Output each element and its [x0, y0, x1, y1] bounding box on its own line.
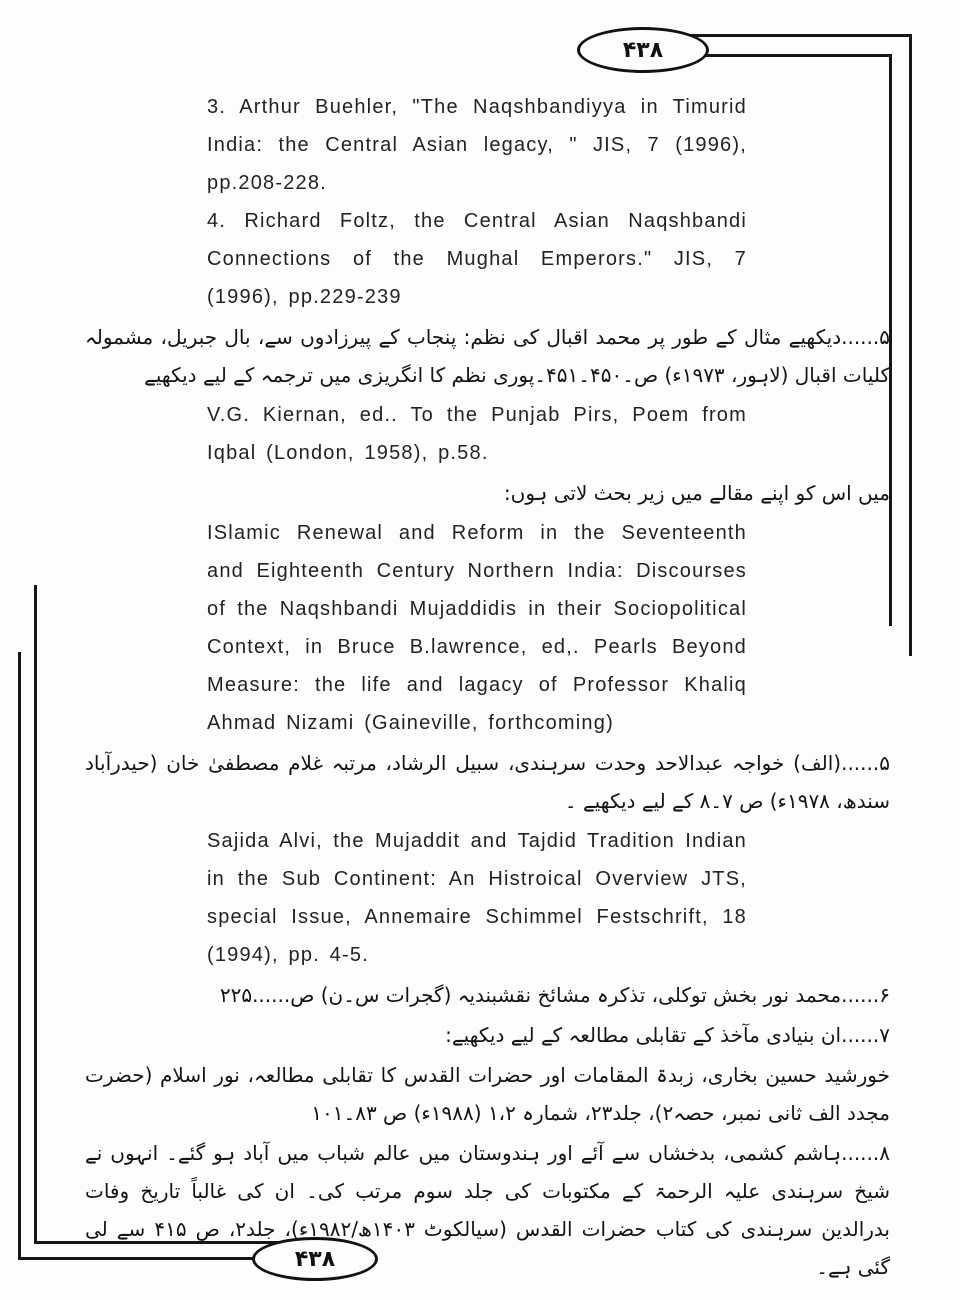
border-line-left-outer	[34, 585, 37, 1243]
citation-sajida-alvi: Sajida Alvi, the Mujaddit and Tajdid Tradition Indian in the Sub Continent: An Histroical Overview JTS, special Issue, Annemaire Schimmel Festschrift, 18 (1994), pp. 4-5.	[207, 830, 747, 966]
border-line-right-outer	[909, 34, 912, 656]
page-number-oval-top	[577, 27, 709, 73]
page-number-bottom: ۴۳۸	[294, 1246, 336, 1272]
footnote-5-urdu: ۵......دیکھیے مثال کے طور پر محمد اقبال کی نظم: پنجاب کے پیرزادوں سے، بال جبریل، مشمولہ کلیات اقبال (لاہور، ۱۹۷۳ء) ص۔۴۵۰۔۴۵۱۔پوری نظم کا انگریزی میں ترجمہ کے لیے دیکھیے	[85, 325, 890, 387]
page-content	[85, 88, 890, 1288]
citation-3-buehler: 3. Arthur Buehler, "The Naqshbandiyya in Timurid India: the Central Asian legacy, " JIS, 7 (1996), pp.208-228.	[207, 96, 747, 194]
footnote-6-urdu: ۶......محمد نور بخش توکلی، تذکرہ مشائخ نقشبندیہ (گجرات س۔ن) ص......۲۲۵	[219, 983, 890, 1007]
citation-kiernan: V.G. Kiernan, ed.. To the Punjab Pirs, Poem from Iqbal (London, 1958), p.58.	[207, 404, 747, 464]
border-line-left-inner	[18, 652, 21, 1260]
urdu-note-discussion: میں اس کو اپنے مقالے میں زیر بحث لاتی ہوں:	[503, 481, 890, 505]
footnote-7-urdu: ۷......ان بنیادی مآخذ کے تقابلی مطالعہ کے لیے دیکھیے:	[445, 1023, 890, 1047]
footnote-7-citation-urdu: خورشید حسین بخاری، زبدۃ المقامات اور حضرات القدس کا تقابلی مطالعہ، نور اسلام (حضرت مجدد الف ثانی نمبر، حصہ۲)، جلد۲۳، شمارہ ۱،۲ (۱۹۸۸ء) ص ۸۳۔۱۰۱	[85, 1063, 890, 1125]
page-number-top: ۴۳۸	[622, 37, 664, 63]
citation-islamic-renewal: ISlamic Renewal and Reform in the Seventeenth and Eighteenth Century Northern India: Discourses of the Naqshbandi Mujaddidis in their Sociopolitical Context, in Bruce B.lawrence, ed,. Pearls Beyond Measure: the life and lagacy of Professor Khaliq Ahmad Nizami (Gaineville, forthcoming)	[207, 522, 747, 734]
footnote-5a-urdu: ۵......(الف) خواجہ عبدالاحد وحدت سرہندی، سبیل الرشاد، مرتبہ غلام مصطفیٰ خان (حیدرآباد سندھ، ۱۹۷۸ء) ص ۷۔۸ کے لیے دیکھیے ۔	[85, 751, 890, 813]
citation-4-foltz: 4. Richard Foltz, the Central Asian Naqshbandi Connections of the Mughal Emperors." JIS, 7 (1996), pp.229-239	[207, 210, 747, 308]
footnote-8-urdu: ۸......ہاشم کشمی، بدخشاں سے آئے اور ہندوستان میں عالم شباب میں آباد ہو گئے۔ انہوں نے شیخ سرہندی علیہ الرحمۃ کے مکتوبات کی جلد سوم مرتب کی۔ ان کی غالباً تاریخ وفات بدرالدین سرہندی کی کتاب حضرات القدس (سیالکوٹ ۱۴۰۳ھ/۱۹۸۲ء)، جلد۲، ص ۴۱۵ سے لی گئی ہے۔	[85, 1141, 890, 1279]
